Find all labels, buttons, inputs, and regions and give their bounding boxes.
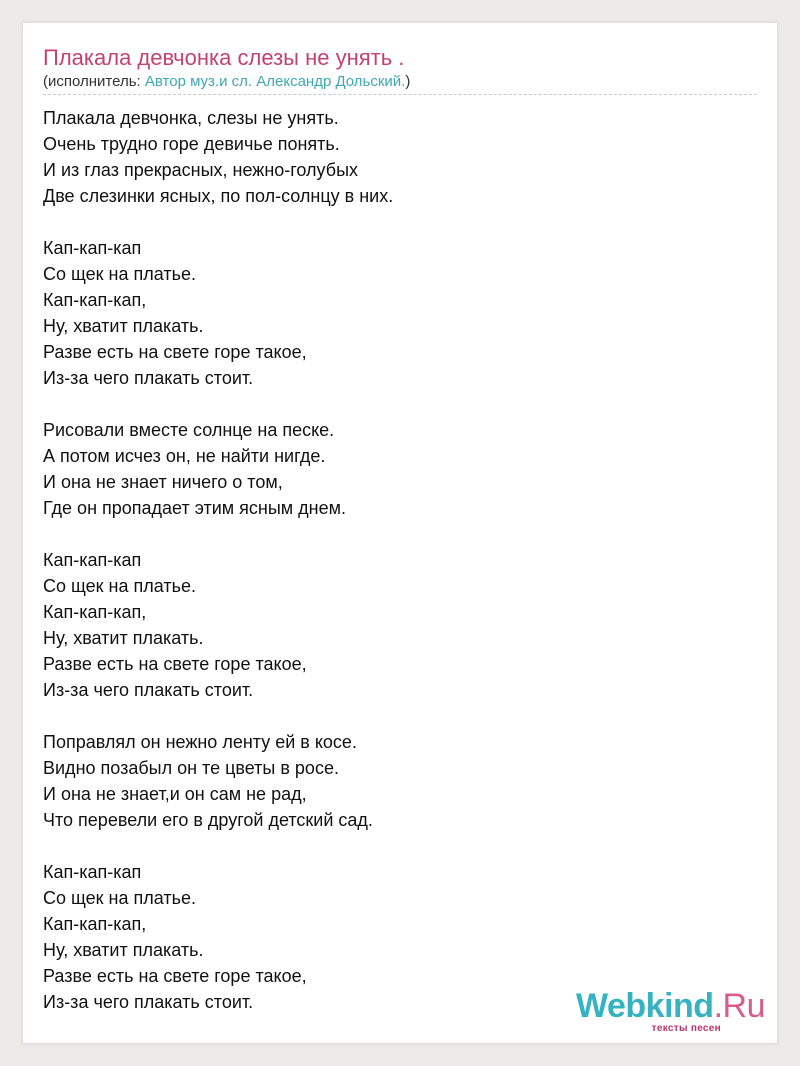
- lyric-line: Кап-кап-кап,: [43, 602, 147, 622]
- artist-prefix: (исполнитель:: [43, 73, 145, 90]
- lyric-line: Поправлял он нежно ленту ей в косе.: [43, 732, 357, 752]
- lyric-line: Из-за чего плакать стоит.: [43, 680, 254, 700]
- lyric-line: Ну, хватит плакать.: [43, 940, 204, 960]
- lyrics-stanza: [43, 729, 393, 833]
- lyric-line: Плакала девчонка, слезы не унять.: [43, 108, 339, 128]
- lyric-line: Что перевели его в другой детский сад.: [43, 810, 373, 830]
- lyric-line: А потом исчез он, не найти нигде.: [43, 446, 326, 466]
- lyric-line: Разве есть на свете горе такое,: [43, 342, 307, 362]
- artist-line: [43, 73, 410, 90]
- lyric-line: Видно позабыл он те цветы в росе.: [43, 758, 339, 778]
- lyrics-stanza: [43, 417, 393, 521]
- lyrics-stanza: [43, 235, 393, 391]
- logo-brand: Webkind: [576, 987, 714, 1025]
- logo-tld: .Ru: [713, 987, 765, 1025]
- lyric-line: Из-за чего плакать стоит.: [43, 368, 254, 388]
- lyric-line: Со щек на платье.: [43, 888, 196, 908]
- lyric-line: Очень трудно горе девичье понять.: [43, 134, 340, 154]
- lyric-line: И она не знает,и он сам не рад,: [43, 784, 307, 804]
- lyrics-card: [22, 22, 778, 1044]
- song-title: Плакала девчонка слезы не унять .: [43, 45, 405, 70]
- lyric-line: Кап-кап-кап: [43, 550, 142, 570]
- lyric-line: Две слезинки ясных, по пол-солнцу в них.: [43, 186, 394, 206]
- lyric-line: Со щек на платье.: [43, 264, 196, 284]
- webkind-logo: [565, 987, 765, 1035]
- logo-wordmark: [576, 987, 765, 1026]
- lyric-line: Разве есть на свете горе такое,: [43, 654, 307, 674]
- lyric-line: Кап-кап-кап,: [43, 914, 147, 934]
- lyric-line: И она не знает ничего о том,: [43, 472, 283, 492]
- lyric-line: Рисовали вместе солнце на песке.: [43, 420, 335, 440]
- lyrics-stanza: [43, 547, 393, 703]
- lyrics-stanza: [43, 859, 393, 1015]
- lyric-line: Кап-кап-кап: [43, 238, 142, 258]
- lyric-line: Ну, хватит плакать.: [43, 628, 204, 648]
- lyric-line: Кап-кап-кап,: [43, 290, 147, 310]
- lyric-line: Ну, хватит плакать.: [43, 316, 204, 336]
- lyrics-body: [43, 105, 393, 1041]
- lyric-line: Из-за чего плакать стоит.: [43, 992, 254, 1012]
- artist-suffix: ): [405, 73, 411, 90]
- lyric-line: Где он пропадает этим ясным днем.: [43, 498, 347, 518]
- logo-tagline: тексты песен: [651, 1023, 721, 1034]
- lyric-line: И из глаз прекрасных, нежно-голубых: [43, 160, 358, 180]
- artist-link[interactable]: Автор муз.и сл. Александр Дольский.: [144, 73, 406, 90]
- lyric-line: Кап-кап-кап: [43, 862, 142, 882]
- lyric-line: Со щек на платье.: [43, 576, 196, 596]
- divider: [43, 94, 757, 95]
- lyrics-stanza: [43, 105, 393, 209]
- lyric-line: Разве есть на свете горе такое,: [43, 966, 307, 986]
